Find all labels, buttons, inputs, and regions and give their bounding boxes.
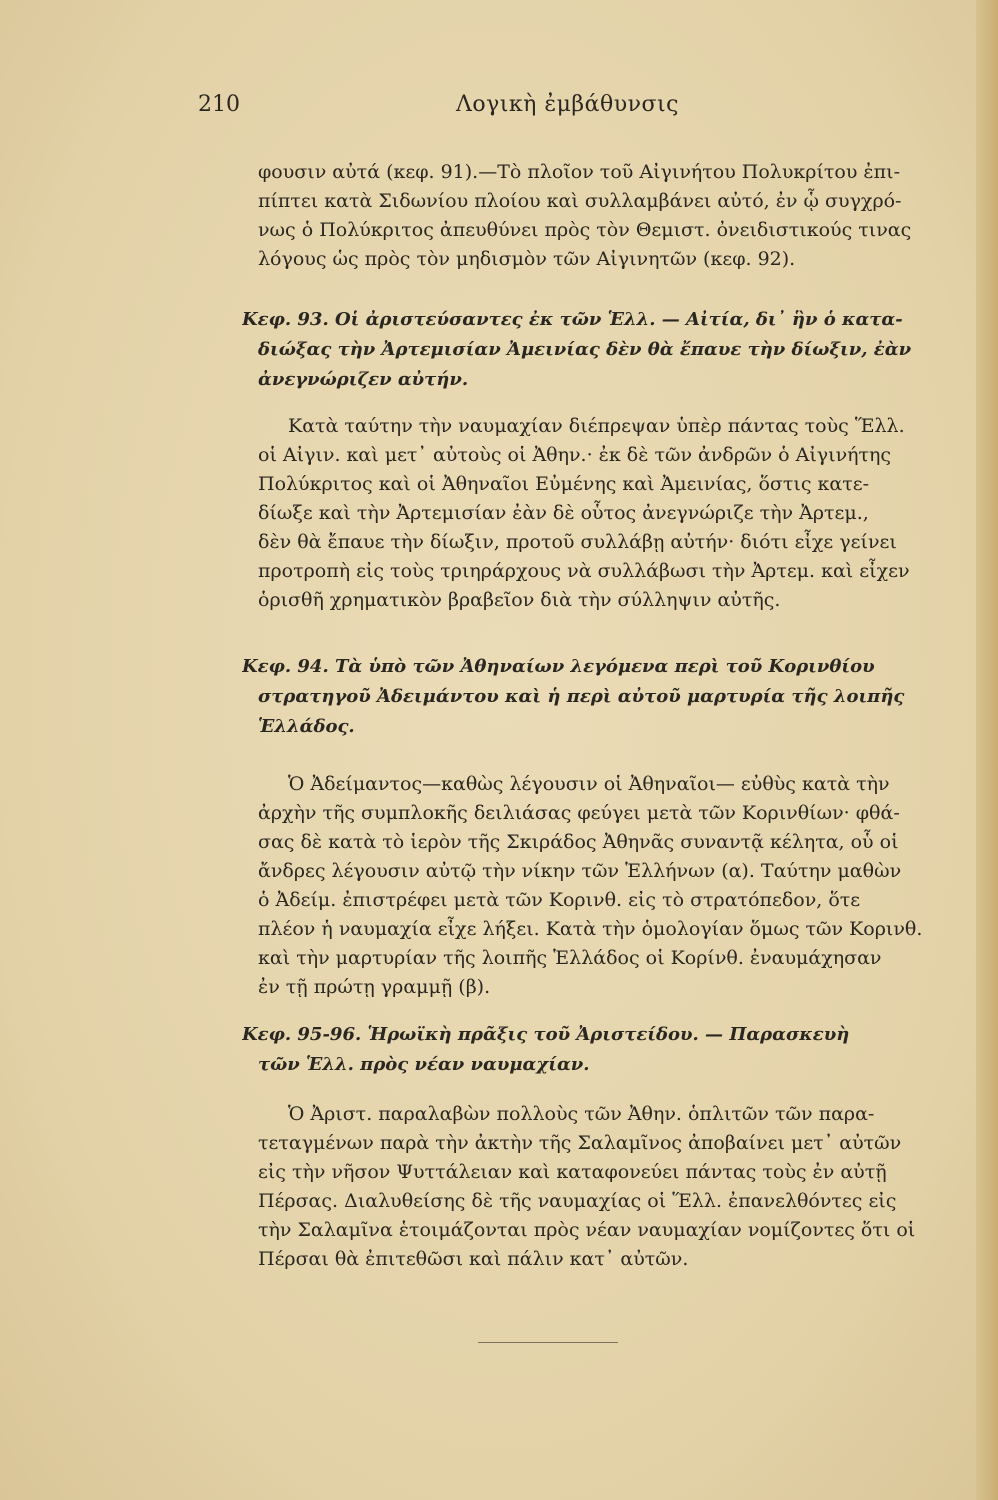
page-edge xyxy=(976,0,998,1500)
text-line: πλέον ἡ ναυμαχία εἶχε λήξει. Κατὰ τὴν ὁμολογίαν ὅμως τῶν Κορινθ. xyxy=(258,918,923,940)
heading-line: τῶν Ἑλλ. πρὸς νέαν ναυμαχίαν. xyxy=(258,1054,590,1075)
text-line: εἰς τὴν νῆσον Ψυττάλειαν καὶ καταφονεύει πάντας τοὺς ἐν αὐτῇ xyxy=(258,1161,887,1183)
heading-line: διώξας τὴν Ἀρτεμισίαν Ἀμεινίας δὲν θὰ ἔπαυε τὴν δίωξιν, ἐὰν xyxy=(258,339,912,360)
page-number: 210 xyxy=(198,92,240,117)
text-line: ὁ Ἀδείμ. ἐπιστρέφει μετὰ τῶν Κορινθ. εἰς τὸ στρατόπεδον, ὅτε xyxy=(258,889,861,911)
text-line: δίωξε καὶ τὴν Ἀρτεμισίαν ἐὰν δὲ οὗτος ἀνεγνώριζε τὴν Ἀρτεμ., xyxy=(258,502,869,524)
page-header xyxy=(198,92,718,132)
intro-paragraph xyxy=(258,158,928,274)
section-divider xyxy=(478,1342,618,1343)
text-line: Κατὰ ταύτην τὴν ναυμαχίαν διέπρεψαν ὑπὲρ πάντας τοὺς Ἕλλ. xyxy=(288,415,905,437)
text-line: προτροπὴ εἰς τοὺς τριηράρχους νὰ συλλάβωσι τὴν Ἀρτεμ. καὶ εἶχεν xyxy=(258,560,910,582)
text-line: Πέρσας. Διαλυθείσης δὲ τῆς ναυμαχίας οἱ Ἕλλ. ἐπανελθόντες εἰς xyxy=(258,1190,897,1212)
text-line: πίπτει κατὰ Σιδωνίου πλοίου καὶ συλλαμβάνει αὐτό, ἐν ᾧ συγχρό- xyxy=(258,190,902,212)
text-line: Πέρσαι θὰ ἐπιτεθῶσι καὶ πάλιν κατ᾽ αὐτῶν. xyxy=(258,1248,689,1270)
text-line: Ὁ Ἀριστ. παραλαβὼν πολλοὺς τῶν Ἀθην. ὁπλιτῶν τῶν παρα- xyxy=(288,1103,875,1125)
text-line: δὲν θὰ ἔπαυε τὴν δίωξιν, προτοῦ συλλάβῃ αὐτήν· διότι εἶχε γείνει xyxy=(258,531,897,553)
text-line: ἐν τῇ πρώτῃ γραμμῇ (β). xyxy=(258,976,491,998)
heading-line: Κεφ. 94. Τὰ ὑπὸ τῶν Ἀθηναίων λεγόμενα περὶ τοῦ Κορινθίου xyxy=(242,656,875,677)
text-line: τὴν Σαλαμῖνα ἑτοιμάζονται πρὸς νέαν ναυμαχίαν νομίζοντες ὅτι οἱ xyxy=(258,1219,916,1241)
text-line: νως ὁ Πολύκριτος ἀπευθύνει πρὸς τὸν Θεμιστ. ὀνειδιστικούς τινας xyxy=(258,219,912,241)
section-heading-95-96 xyxy=(242,1020,928,1080)
text-line: καὶ τὴν μαρτυρίαν τῆς λοιπῆς Ἑλλάδος οἱ Κορίνθ. ἐναυμάχησαν xyxy=(258,947,882,969)
text-line: Ὁ Ἀδείμαντος—καθὼς λέγουσιν οἱ Ἀθηναῖοι— εὐθὺς κατὰ τὴν xyxy=(288,773,890,795)
heading-line: στρατηγοῦ Ἀδειμάντου καὶ ἡ περὶ αὐτοῦ μαρτυρία τῆς λοιπῆς xyxy=(258,686,905,707)
section-heading-94 xyxy=(242,652,928,742)
text-line: Πολύκριτος καὶ οἱ Ἀθηναῖοι Εὐμένης καὶ Ἀμεινίας, ὅστις κατε- xyxy=(258,473,870,495)
text-line: λόγους ὡς πρὸς τὸν μηδισμὸν τῶν Αἰγινητῶν (κεφ. 92). xyxy=(258,248,796,270)
text-line: ἀρχὴν τῆς συμπλοκῆς δειλιάσας φεύγει μετὰ τῶν Κορινθίων· φθά- xyxy=(258,802,900,824)
text-line: οἱ Αἰγιν. καὶ μετ᾽ αὐτοὺς οἱ Ἀθην.· ἐκ δὲ τῶν ἀνδρῶν ὁ Αἰγινήτης xyxy=(258,444,892,466)
heading-line: Ἑλλάδος. xyxy=(258,716,355,737)
text-line: ἄνδρες λέγουσιν αὐτῷ τὴν νίκην τῶν Ἑλλήνων (α). Ταύτην μαθὼν xyxy=(258,860,902,882)
running-title: Λογικὴ ἐμβάθυνσις xyxy=(456,92,679,117)
section-heading-93 xyxy=(242,305,928,395)
heading-line: ἀνεγνώριζεν αὐτήν. xyxy=(258,369,469,390)
heading-line: Κεφ. 93. Οἱ ἀριστεύσαντες ἐκ τῶν Ἑλλ. — Αἰτία, δι᾽ ἣν ὁ κατα- xyxy=(242,309,903,330)
text-line: φουσιν αὐτά (κεφ. 91).—Τὸ πλοῖον τοῦ Αἰγινήτου Πολυκρίτου ἐπι- xyxy=(258,161,900,183)
section-body-94 xyxy=(258,770,928,1002)
text-line: σας δὲ κατὰ τὸ ἱερὸν τῆς Σκιράδος Ἀθηνᾶς συναντᾷ κέλητα, οὗ οἱ xyxy=(258,831,899,853)
heading-line: Κεφ. 95-96. Ἡρωϊκὴ πρᾶξις τοῦ Ἀριστείδου. — Παρασκευὴ xyxy=(242,1024,850,1045)
text-line: ὁρισθῆ χρηματικὸν βραβεῖον διὰ τὴν σύλληψιν αὐτῆς. xyxy=(258,589,781,611)
text-line: τεταγμένων παρὰ τὴν ἀκτὴν τῆς Σαλαμῖνος ἀποβαίνει μετ᾽ αὐτῶν xyxy=(258,1132,902,1154)
section-body-95-96 xyxy=(258,1100,928,1274)
section-body-93 xyxy=(258,412,928,615)
